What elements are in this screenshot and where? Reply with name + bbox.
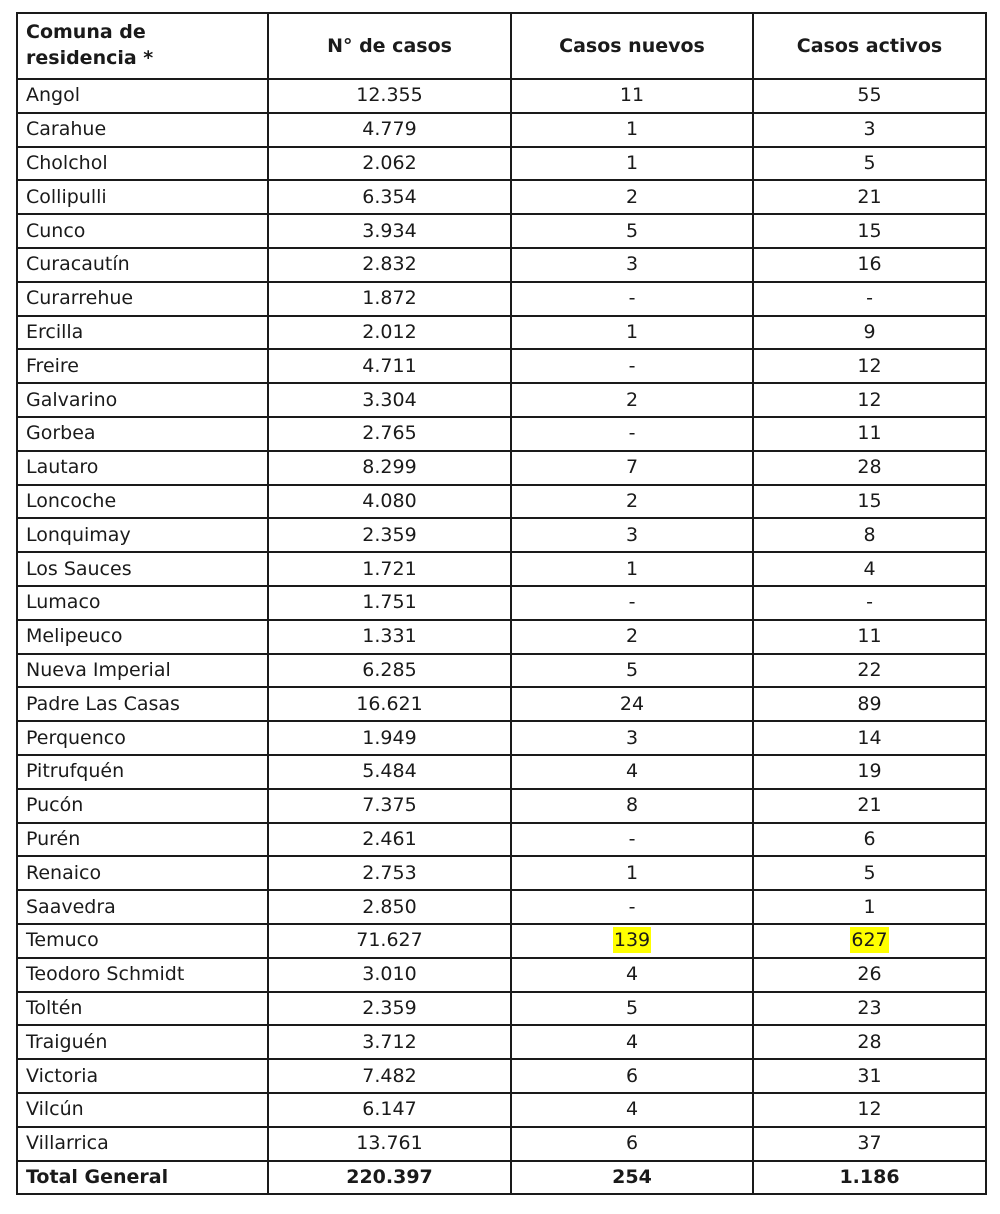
table-row xyxy=(17,383,986,417)
cell-casos: 1.751 xyxy=(268,586,511,620)
table-row xyxy=(17,417,986,451)
table-row xyxy=(17,789,986,823)
cell-casos-nuevos: 5 xyxy=(511,992,753,1026)
cell-casos-nuevos: 11 xyxy=(511,79,753,113)
table-header xyxy=(17,13,986,79)
cell-casos-activos: 6 xyxy=(753,823,986,857)
cell-comuna: Pitrufquén xyxy=(17,755,268,789)
cell-casos-nuevos: - xyxy=(511,349,753,383)
cell-casos-activos: 28 xyxy=(753,1025,986,1059)
cell-casos: 6.285 xyxy=(268,654,511,688)
cell-casos-activos: 21 xyxy=(753,789,986,823)
cell-comuna: Traiguén xyxy=(17,1025,268,1059)
cell-casos-activos: 4 xyxy=(753,552,986,586)
cell-casos: 12.355 xyxy=(268,79,511,113)
cell-casos: 1.872 xyxy=(268,282,511,316)
table-row xyxy=(17,687,986,721)
cell-casos-activos: 1 xyxy=(753,890,986,924)
cell-casos-activos: 15 xyxy=(753,485,986,519)
cell-comuna: Angol xyxy=(17,79,268,113)
cell-casos: 2.832 xyxy=(268,248,511,282)
cell-casos-activos: 14 xyxy=(753,721,986,755)
cell-casos-activos: - xyxy=(753,282,986,316)
cell-casos-nuevos: - xyxy=(511,417,753,451)
cell-comuna: Padre Las Casas xyxy=(17,687,268,721)
cell-comuna: Nueva Imperial xyxy=(17,654,268,688)
table-row xyxy=(17,79,986,113)
cell-casos-nuevos: 24 xyxy=(511,687,753,721)
cell-casos-activos: 15 xyxy=(753,214,986,248)
cell-comuna: Lumaco xyxy=(17,586,268,620)
cell-casos: 2.012 xyxy=(268,316,511,350)
cell-casos: 8.299 xyxy=(268,451,511,485)
cell-casos-activos: 31 xyxy=(753,1059,986,1093)
cell-comuna: Toltén xyxy=(17,992,268,1026)
cell-casos-nuevos xyxy=(511,924,753,958)
cell-comuna: Vilcún xyxy=(17,1093,268,1127)
cell-casos-nuevos: 5 xyxy=(511,654,753,688)
cell-casos-nuevos: 2 xyxy=(511,620,753,654)
cell-comuna: Carahue xyxy=(17,113,268,147)
cell-comuna: Perquenco xyxy=(17,721,268,755)
cell-comuna: Villarrica xyxy=(17,1127,268,1161)
cell-casos-activos: 3 xyxy=(753,113,986,147)
table-row xyxy=(17,1059,986,1093)
cell-casos: 2.753 xyxy=(268,856,511,890)
table-row xyxy=(17,1093,986,1127)
header-casos-nuevos: Casos nuevos xyxy=(511,13,753,79)
cell-casos-nuevos: 3 xyxy=(511,518,753,552)
cell-casos-activos: 23 xyxy=(753,992,986,1026)
table-row xyxy=(17,958,986,992)
cell-casos-activos: 37 xyxy=(753,1127,986,1161)
cell-casos: 2.359 xyxy=(268,992,511,1026)
cell-casos-activos: 8 xyxy=(753,518,986,552)
header-casos-activos: Casos activos xyxy=(753,13,986,79)
cell-comuna: Cunco xyxy=(17,214,268,248)
cell-casos: 2.765 xyxy=(268,417,511,451)
table-row xyxy=(17,552,986,586)
cell-comuna: Ercilla xyxy=(17,316,268,350)
cell-comuna: Curarrehue xyxy=(17,282,268,316)
cell-casos: 4.779 xyxy=(268,113,511,147)
cell-casos-nuevos: 4 xyxy=(511,1025,753,1059)
cell-casos-nuevos: 4 xyxy=(511,958,753,992)
table-row xyxy=(17,1025,986,1059)
cell-casos-activos: 5 xyxy=(753,856,986,890)
cell-casos: 1.721 xyxy=(268,552,511,586)
cell-comuna: Curacautín xyxy=(17,248,268,282)
table-row xyxy=(17,248,986,282)
table-row xyxy=(17,147,986,181)
table-body xyxy=(17,79,986,1194)
cell-casos-nuevos: 1 xyxy=(511,552,753,586)
cell-casos-nuevos: 4 xyxy=(511,755,753,789)
cell-casos-activos xyxy=(753,924,986,958)
table-row xyxy=(17,890,986,924)
cell-casos: 2.461 xyxy=(268,823,511,857)
cell-casos-nuevos: 3 xyxy=(511,721,753,755)
cell-casos: 3.304 xyxy=(268,383,511,417)
cell-casos-activos: 5 xyxy=(753,147,986,181)
cell-casos: 71.627 xyxy=(268,924,511,958)
cell-casos-activos: 9 xyxy=(753,316,986,350)
header-comuna xyxy=(17,13,268,79)
cell-casos-nuevos: 2 xyxy=(511,485,753,519)
cell-casos-activos: 11 xyxy=(753,417,986,451)
cell-casos: 13.761 xyxy=(268,1127,511,1161)
cell-casos-nuevos: 6 xyxy=(511,1127,753,1161)
highlighted-value: 627 xyxy=(851,929,888,952)
table-row xyxy=(17,113,986,147)
cell-casos: 1.949 xyxy=(268,721,511,755)
header-row xyxy=(17,13,986,79)
header-casos: N° de casos xyxy=(268,13,511,79)
cell-casos: 6.354 xyxy=(268,180,511,214)
cell-comuna: Gorbea xyxy=(17,417,268,451)
total-label: Total General xyxy=(17,1161,268,1195)
table-row xyxy=(17,856,986,890)
cell-casos-activos: 21 xyxy=(753,180,986,214)
cell-casos: 3.010 xyxy=(268,958,511,992)
cell-casos-activos: 12 xyxy=(753,383,986,417)
header-comuna-line2: residencia * xyxy=(26,47,154,69)
table-row xyxy=(17,586,986,620)
cell-casos: 4.080 xyxy=(268,485,511,519)
table-row xyxy=(17,282,986,316)
cell-comuna: Victoria xyxy=(17,1059,268,1093)
cell-casos: 2.062 xyxy=(268,147,511,181)
cell-casos-activos: 11 xyxy=(753,620,986,654)
cell-comuna: Loncoche xyxy=(17,485,268,519)
cell-casos: 6.147 xyxy=(268,1093,511,1127)
cell-casos-nuevos: 2 xyxy=(511,383,753,417)
cell-comuna: Lautaro xyxy=(17,451,268,485)
cell-comuna: Melipeuco xyxy=(17,620,268,654)
cell-comuna: Pucón xyxy=(17,789,268,823)
cell-casos-activos: 22 xyxy=(753,654,986,688)
cell-comuna: Purén xyxy=(17,823,268,857)
table-row xyxy=(17,214,986,248)
table-row xyxy=(17,349,986,383)
cell-comuna: Collipulli xyxy=(17,180,268,214)
cell-casos-nuevos: 3 xyxy=(511,248,753,282)
cases-by-commune-table xyxy=(16,12,987,1195)
cell-casos-nuevos: 5 xyxy=(511,214,753,248)
table-row xyxy=(17,992,986,1026)
cell-casos-activos: 12 xyxy=(753,1093,986,1127)
table-row xyxy=(17,654,986,688)
cell-comuna: Galvarino xyxy=(17,383,268,417)
total-casos: 220.397 xyxy=(268,1161,511,1195)
cell-casos: 16.621 xyxy=(268,687,511,721)
table-row xyxy=(17,755,986,789)
table-row xyxy=(17,924,986,958)
cell-casos: 2.359 xyxy=(268,518,511,552)
table-row xyxy=(17,451,986,485)
cell-casos-nuevos: 1 xyxy=(511,316,753,350)
cell-comuna: Renaico xyxy=(17,856,268,890)
cell-casos-activos: 19 xyxy=(753,755,986,789)
cell-casos: 3.712 xyxy=(268,1025,511,1059)
cell-casos: 3.934 xyxy=(268,214,511,248)
cell-casos-nuevos: 1 xyxy=(511,856,753,890)
cell-casos-nuevos: 1 xyxy=(511,113,753,147)
cell-comuna: Cholchol xyxy=(17,147,268,181)
cell-casos-activos: 16 xyxy=(753,248,986,282)
table-row xyxy=(17,721,986,755)
table-row xyxy=(17,485,986,519)
total-casos-activos: 1.186 xyxy=(753,1161,986,1195)
cell-casos-nuevos: - xyxy=(511,823,753,857)
highlighted-value: 139 xyxy=(613,929,651,952)
cell-casos-activos: 89 xyxy=(753,687,986,721)
cell-comuna: Lonquimay xyxy=(17,518,268,552)
total-row xyxy=(17,1161,986,1195)
header-comuna-line1: Comuna de xyxy=(26,21,146,44)
table-row xyxy=(17,180,986,214)
cell-comuna: Temuco xyxy=(17,924,268,958)
cell-casos-nuevos: - xyxy=(511,282,753,316)
cell-casos-nuevos: - xyxy=(511,890,753,924)
cell-casos-nuevos: 1 xyxy=(511,147,753,181)
cell-casos-nuevos: 6 xyxy=(511,1059,753,1093)
table-row xyxy=(17,1127,986,1161)
table-row xyxy=(17,518,986,552)
cell-casos-activos: 26 xyxy=(753,958,986,992)
cell-casos: 7.482 xyxy=(268,1059,511,1093)
cell-casos-activos: - xyxy=(753,586,986,620)
cell-casos-nuevos: 2 xyxy=(511,180,753,214)
cell-comuna: Freire xyxy=(17,349,268,383)
table-row xyxy=(17,620,986,654)
cell-casos-nuevos: - xyxy=(511,586,753,620)
cell-casos: 7.375 xyxy=(268,789,511,823)
cell-casos-activos: 55 xyxy=(753,79,986,113)
cell-casos-nuevos: 7 xyxy=(511,451,753,485)
cell-casos: 2.850 xyxy=(268,890,511,924)
cell-comuna: Los Sauces xyxy=(17,552,268,586)
cell-casos: 4.711 xyxy=(268,349,511,383)
table-row xyxy=(17,823,986,857)
cell-casos: 1.331 xyxy=(268,620,511,654)
cell-casos-nuevos: 4 xyxy=(511,1093,753,1127)
cell-comuna: Saavedra xyxy=(17,890,268,924)
total-casos-nuevos: 254 xyxy=(511,1161,753,1195)
cell-casos: 5.484 xyxy=(268,755,511,789)
cell-casos-nuevos: 8 xyxy=(511,789,753,823)
cell-casos-activos: 28 xyxy=(753,451,986,485)
cell-casos-activos: 12 xyxy=(753,349,986,383)
cell-comuna: Teodoro Schmidt xyxy=(17,958,268,992)
table-row xyxy=(17,316,986,350)
